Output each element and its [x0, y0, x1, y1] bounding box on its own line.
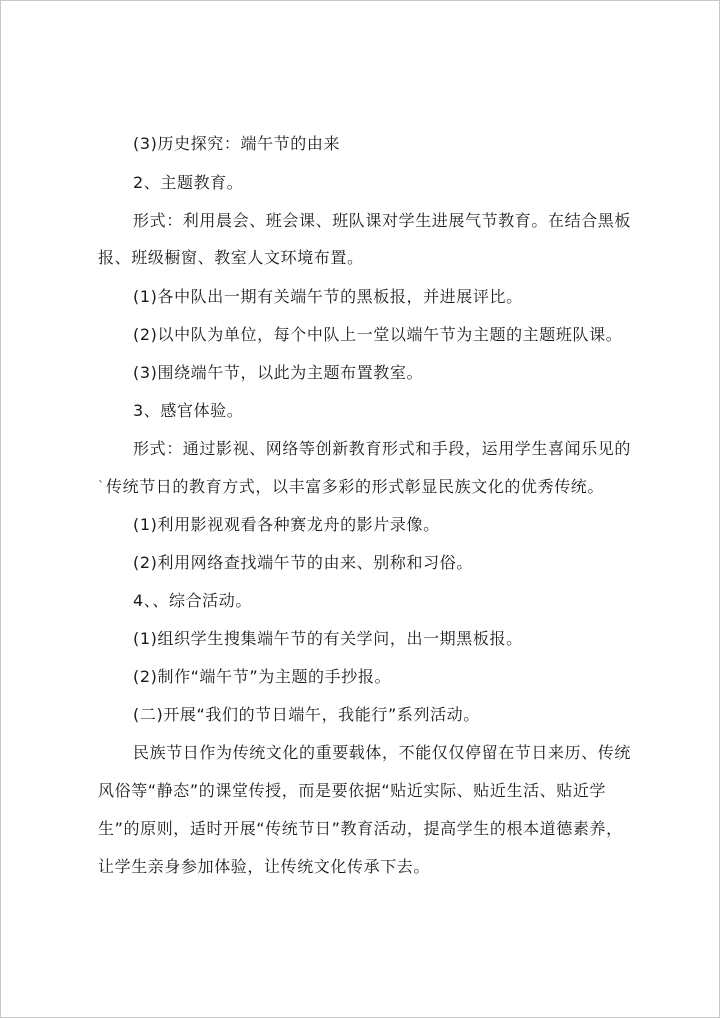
- section-heading: 3、感官体验。: [133, 401, 244, 420]
- paragraph-line: 形式：利用晨会、班会课、班队课对学生进展气节教育。在结合黑板: [133, 211, 632, 230]
- paragraph-line: 传统节日的教育方式，以丰富多彩的形式彰显民族文化的优秀传统。: [106, 477, 605, 496]
- list-item: (3)围绕端午节，以此为主题布置教室。: [133, 363, 424, 382]
- list-item: (1)利用影视观看各种赛龙舟的影片录像。: [133, 515, 440, 534]
- paragraph-line: 风俗等“静态”的课堂传授，而是要依据“贴近实际、贴近生活、贴近学: [98, 781, 607, 800]
- section-heading: 2、主题教育。: [133, 173, 244, 192]
- list-item: (2)以中队为单位，每个中队上一堂以端午节为主题的主题班队课。: [133, 325, 623, 344]
- list-item: (2)制作“端午节”为主题的手抄报。: [133, 667, 392, 686]
- list-item: (1)组织学生搜集端午节的有关学问，出一期黑板报。: [133, 629, 523, 648]
- paragraph-line: 形式：通过影视、网络等创新教育形式和手段，运用学生喜闻乐见的: [133, 439, 632, 458]
- section-heading: (二)开展“我们的节日端午，我能行”系列活动。: [133, 705, 480, 724]
- section-heading: 4、、综合活动。: [133, 591, 252, 610]
- paragraph-line: 让学生亲身参加体验，让传统文化传承下去。: [98, 857, 431, 876]
- paragraph-line: 生”的原则，适时开展“传统节日”教育活动，提高学生的根本道德素养，: [98, 819, 623, 838]
- list-item: (1)各中队出一期有关端午节的黑板报，并进展评比。: [133, 287, 523, 306]
- list-item: (2)利用网络查找端午节的由来、别称和习俗。: [133, 553, 473, 572]
- stray-mark: `: [98, 479, 105, 493]
- paragraph-line: 民族节日作为传统文化的重要载体，不能仅仅停留在节日来历、传统: [133, 743, 632, 762]
- paragraph-line: 报、班级橱窗、教室人文环境布置。: [98, 248, 364, 267]
- paragraph-line: (3)历史探究：端午节的由来: [133, 134, 341, 153]
